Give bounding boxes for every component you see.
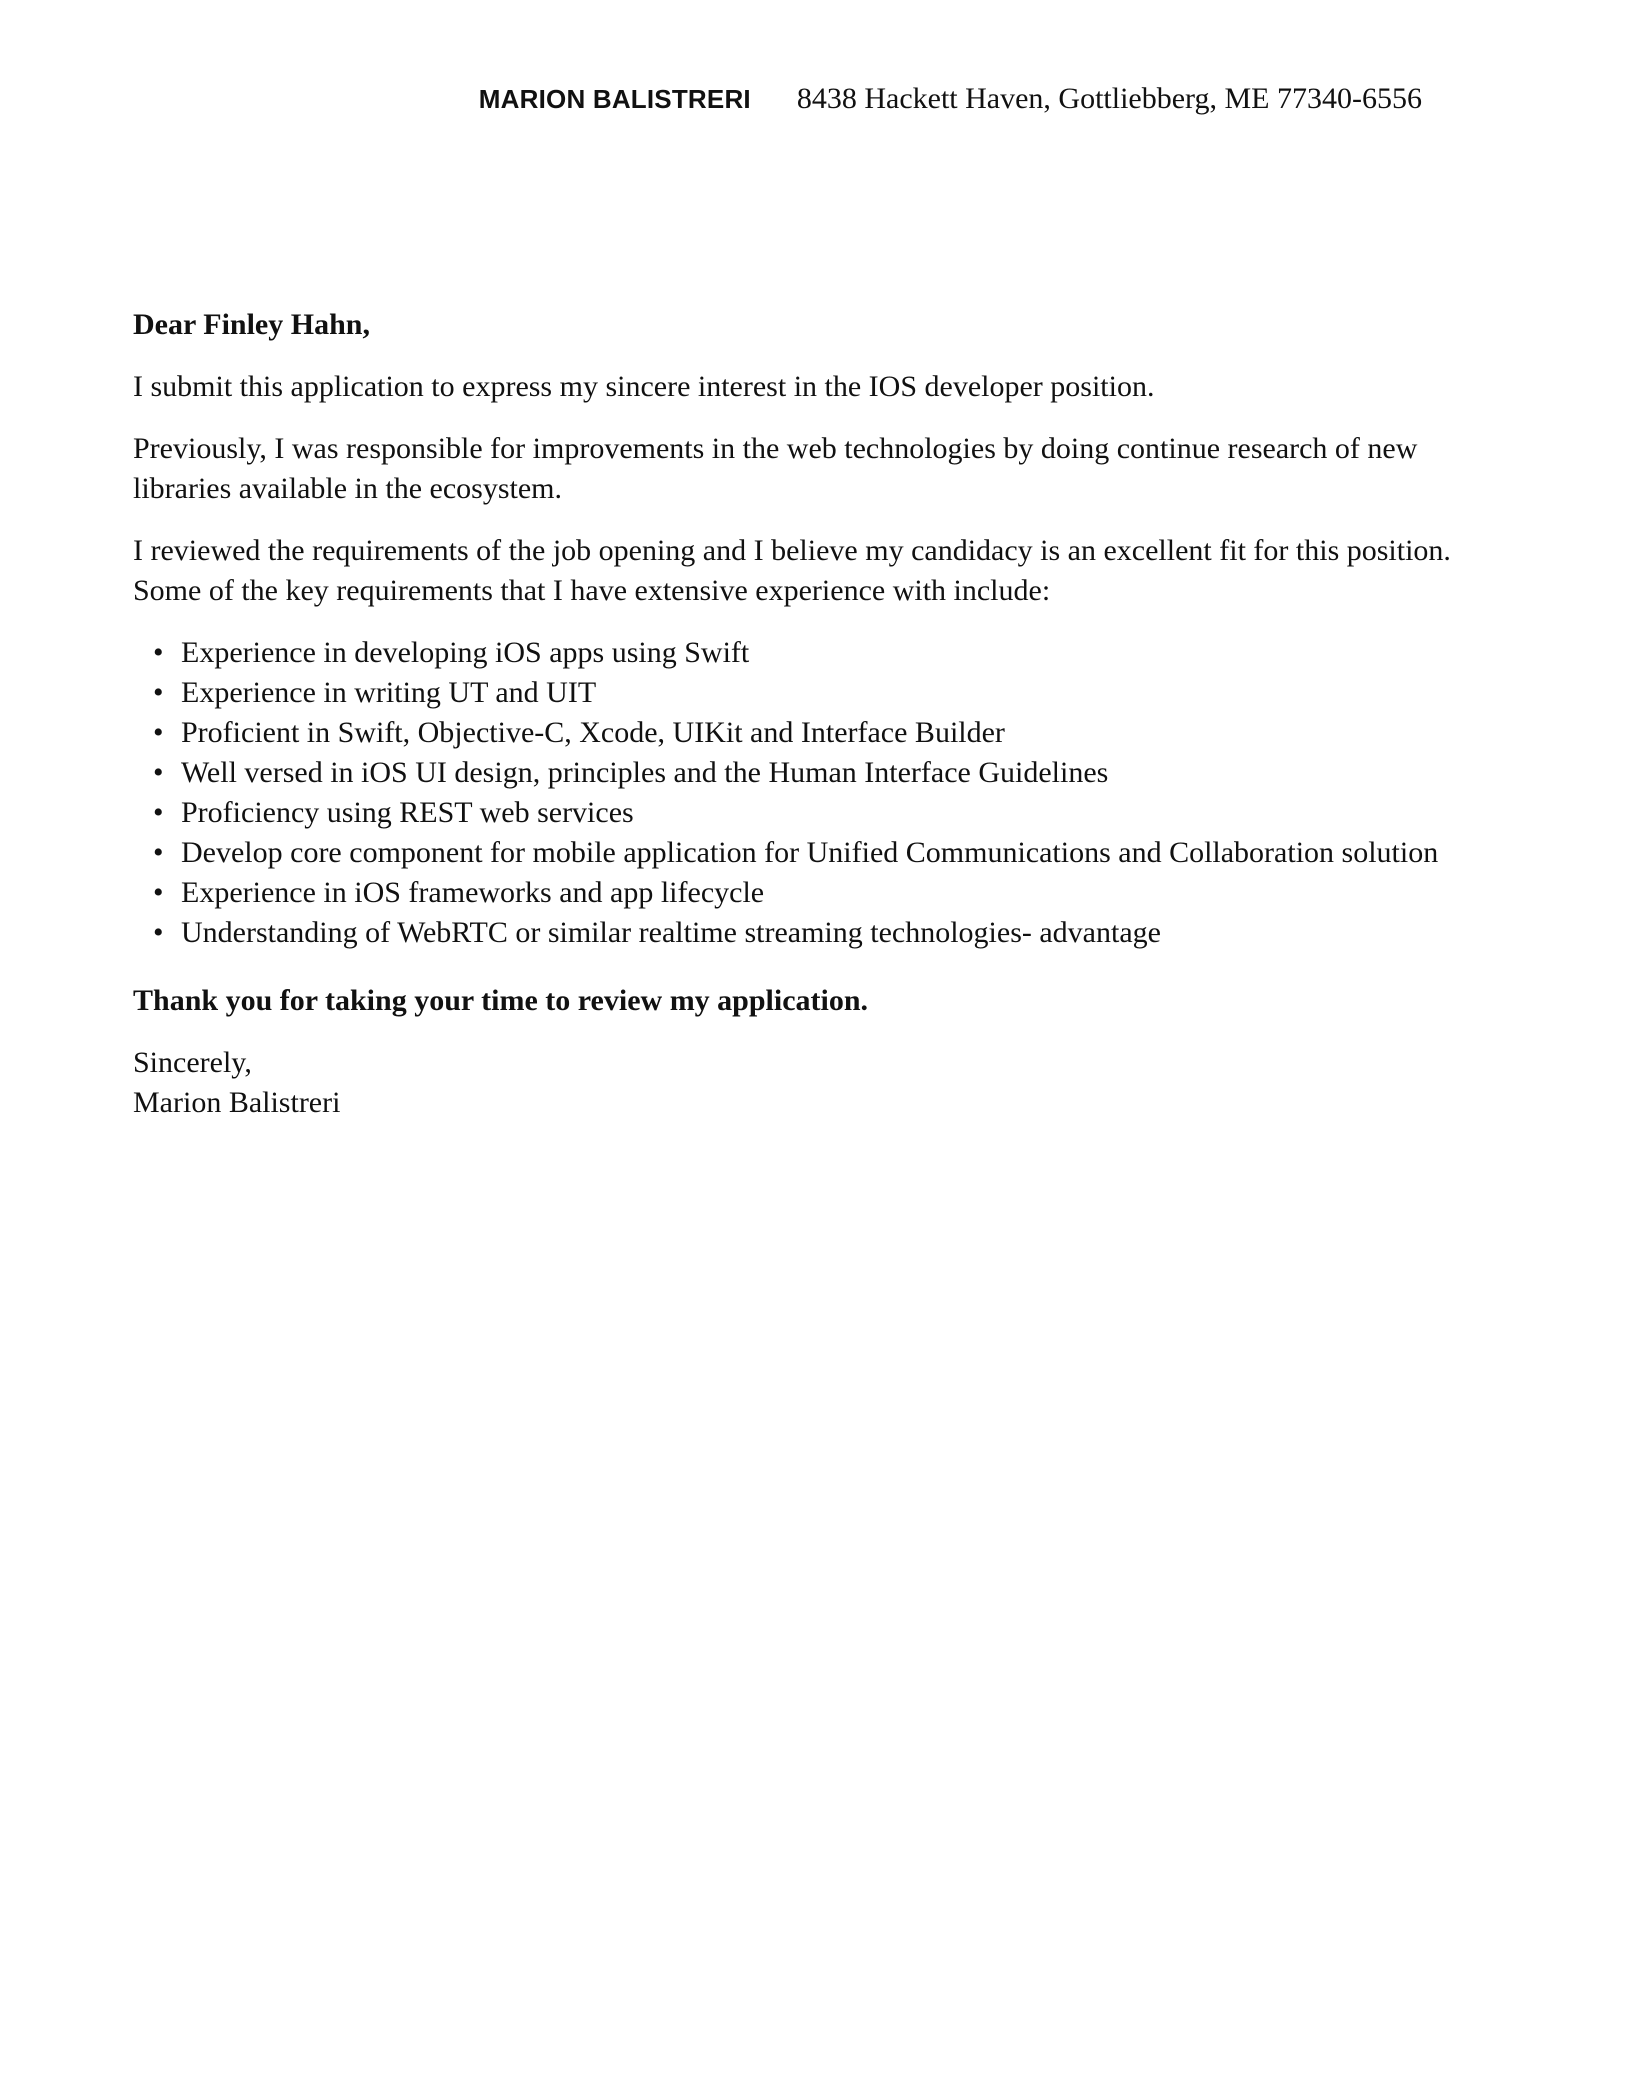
bullet-icon: •: [153, 876, 164, 909]
requirements-list: [133, 633, 1473, 953]
experience-paragraph: Previously, I was responsible for improvements in the web technologies by doing continue research of new libraries available in the ecosystem.: [133, 432, 1418, 505]
bullet-icon: •: [153, 676, 164, 709]
letter-body: [133, 305, 1473, 1123]
list-item: [133, 713, 1473, 753]
list-item-text: Experience in iOS frameworks and app lifecycle: [181, 876, 765, 909]
list-item-text: Proficiency using REST web services: [181, 796, 634, 829]
bullet-icon: •: [153, 796, 164, 829]
sender-name: MARION BALISTRERI: [478, 84, 751, 114]
intro-paragraph: I submit this application to express my sincere interest in the IOS developer position.: [133, 370, 1155, 403]
bullet-icon: •: [153, 836, 164, 869]
list-item-text: Proficient in Swift, Objective-C, Xcode, UIKit and Interface Builder: [181, 716, 1005, 749]
thank-you-line: Thank you for taking your time to review my application.: [133, 984, 869, 1017]
signature: Marion Balistreri: [133, 1086, 341, 1119]
list-item: [133, 873, 1473, 913]
list-item-text: Develop core component for mobile application for Unified Communications and Collaboration solution: [181, 836, 1439, 869]
bullet-icon: •: [153, 916, 164, 949]
salutation: Dear Finley Hahn,: [133, 308, 370, 341]
requirements-paragraph: I reviewed the requirements of the job opening and I believe my candidacy is an excellent fit for this position. Some of the key requirements that I have extensive experience with include:: [133, 534, 1451, 607]
list-item: [133, 913, 1473, 953]
list-item: [133, 833, 1473, 873]
list-item: [133, 633, 1473, 673]
bullet-icon: •: [153, 636, 164, 669]
bullet-icon: •: [153, 716, 164, 749]
list-item: [133, 753, 1473, 793]
list-item-text: Experience in developing iOS apps using Swift: [181, 636, 750, 669]
bullet-icon: •: [153, 756, 164, 789]
sender-address: 8438 Hackett Haven, Gottliebberg, ME 77340-6556: [796, 82, 1422, 115]
list-item-text: Experience in writing UT and UIT: [181, 676, 597, 709]
list-item: [133, 793, 1473, 833]
closing-line: Sincerely,: [133, 1046, 252, 1079]
letter-header: [479, 82, 1422, 116]
list-item: [133, 673, 1473, 713]
list-item-text: Well versed in iOS UI design, principles and the Human Interface Guidelines: [181, 756, 1109, 789]
list-item-text: Understanding of WebRTC or similar realtime streaming technologies- advantage: [181, 916, 1161, 949]
